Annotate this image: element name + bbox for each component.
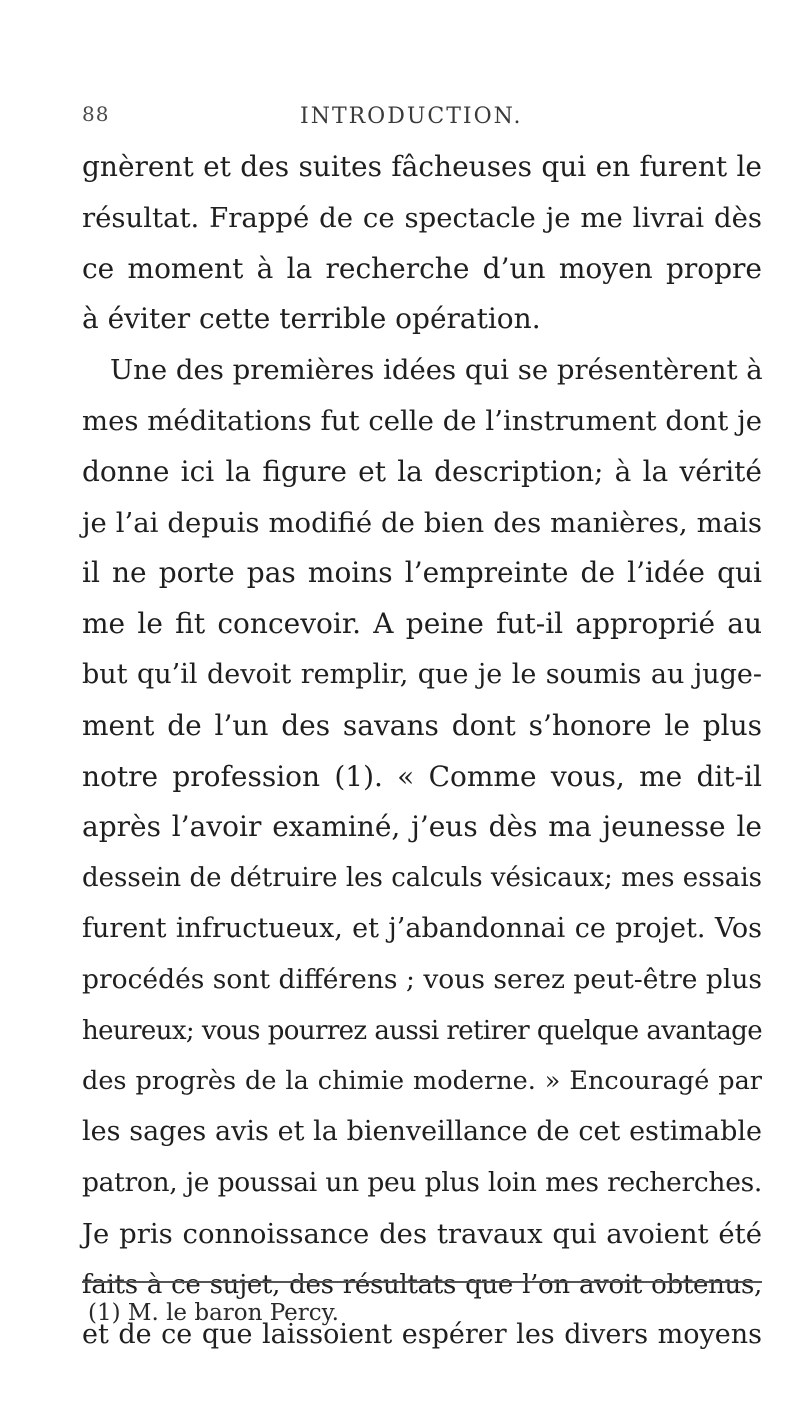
text-line: il ne porte pas moins l’empreinte de l’idée qui xyxy=(82,556,762,590)
text-line: et de ce que laissoient espérer les divers moyens xyxy=(82,1319,762,1351)
text-line: furent infructueux, et j’abandonnai ce projet. Vos xyxy=(82,912,762,944)
text-line: à éviter cette terrible opération. xyxy=(82,302,541,336)
text-line: les sages avis et la bienveillance de cet estimable xyxy=(82,1116,762,1148)
text-line: but qu’il devoit remplir, que je le soumis au juge- xyxy=(82,658,762,690)
page-number: 88 xyxy=(82,102,110,126)
text-line: me le fit concevoir. A peine fut-il approprié au xyxy=(82,607,762,641)
text-line: gnèrent et des suites fâcheuses qui en furent le xyxy=(82,150,762,183)
text-line: Une des premières idées qui se présentèrent à xyxy=(110,354,763,387)
footnote-rule xyxy=(82,1281,762,1283)
text-line: donne ici la figure et la description; à la vérité xyxy=(82,454,762,488)
text-line: mes méditations fut celle de l’instrument dont je xyxy=(82,404,762,437)
running-head: INTRODUCTION. xyxy=(300,104,523,129)
text-line: heureux; vous pourrez aussi retirer quelque avantage xyxy=(82,1015,762,1046)
text-line: procédés sont différens ; vous serez peut-être plus xyxy=(82,963,762,995)
text-line: notre profession (1). « Comme vous, me dit-il xyxy=(82,759,762,793)
text-line: des progrès de la chimie moderne. » Encouragé par xyxy=(82,1066,762,1097)
footnote: (1) M. le baron Percy. xyxy=(88,1300,339,1326)
text-line: après l’avoir examiné, j’eus dès ma jeunesse le xyxy=(82,810,762,844)
text-line: faits à ce sujet, des résultats que l’on avoit obtenus, xyxy=(82,1269,762,1300)
text-line: ment de l’un des savans dont s’honore le plus xyxy=(82,708,762,742)
text-line: ce moment à la recherche d’un moyen propre xyxy=(82,251,762,285)
text-line: dessein de détruire les calculs vésicaux; mes essais xyxy=(82,863,762,894)
text-line: Je pris connoissance des travaux qui avoient été xyxy=(82,1217,762,1250)
text-line: résultat. Frappé de ce spectacle je me livrai dès xyxy=(82,201,762,234)
text-line: je l’ai depuis modifié de bien des manières, mais xyxy=(82,506,762,539)
text-line: patron, je poussai un peu plus loin mes recherches. xyxy=(82,1166,762,1198)
body-text xyxy=(82,142,762,1361)
